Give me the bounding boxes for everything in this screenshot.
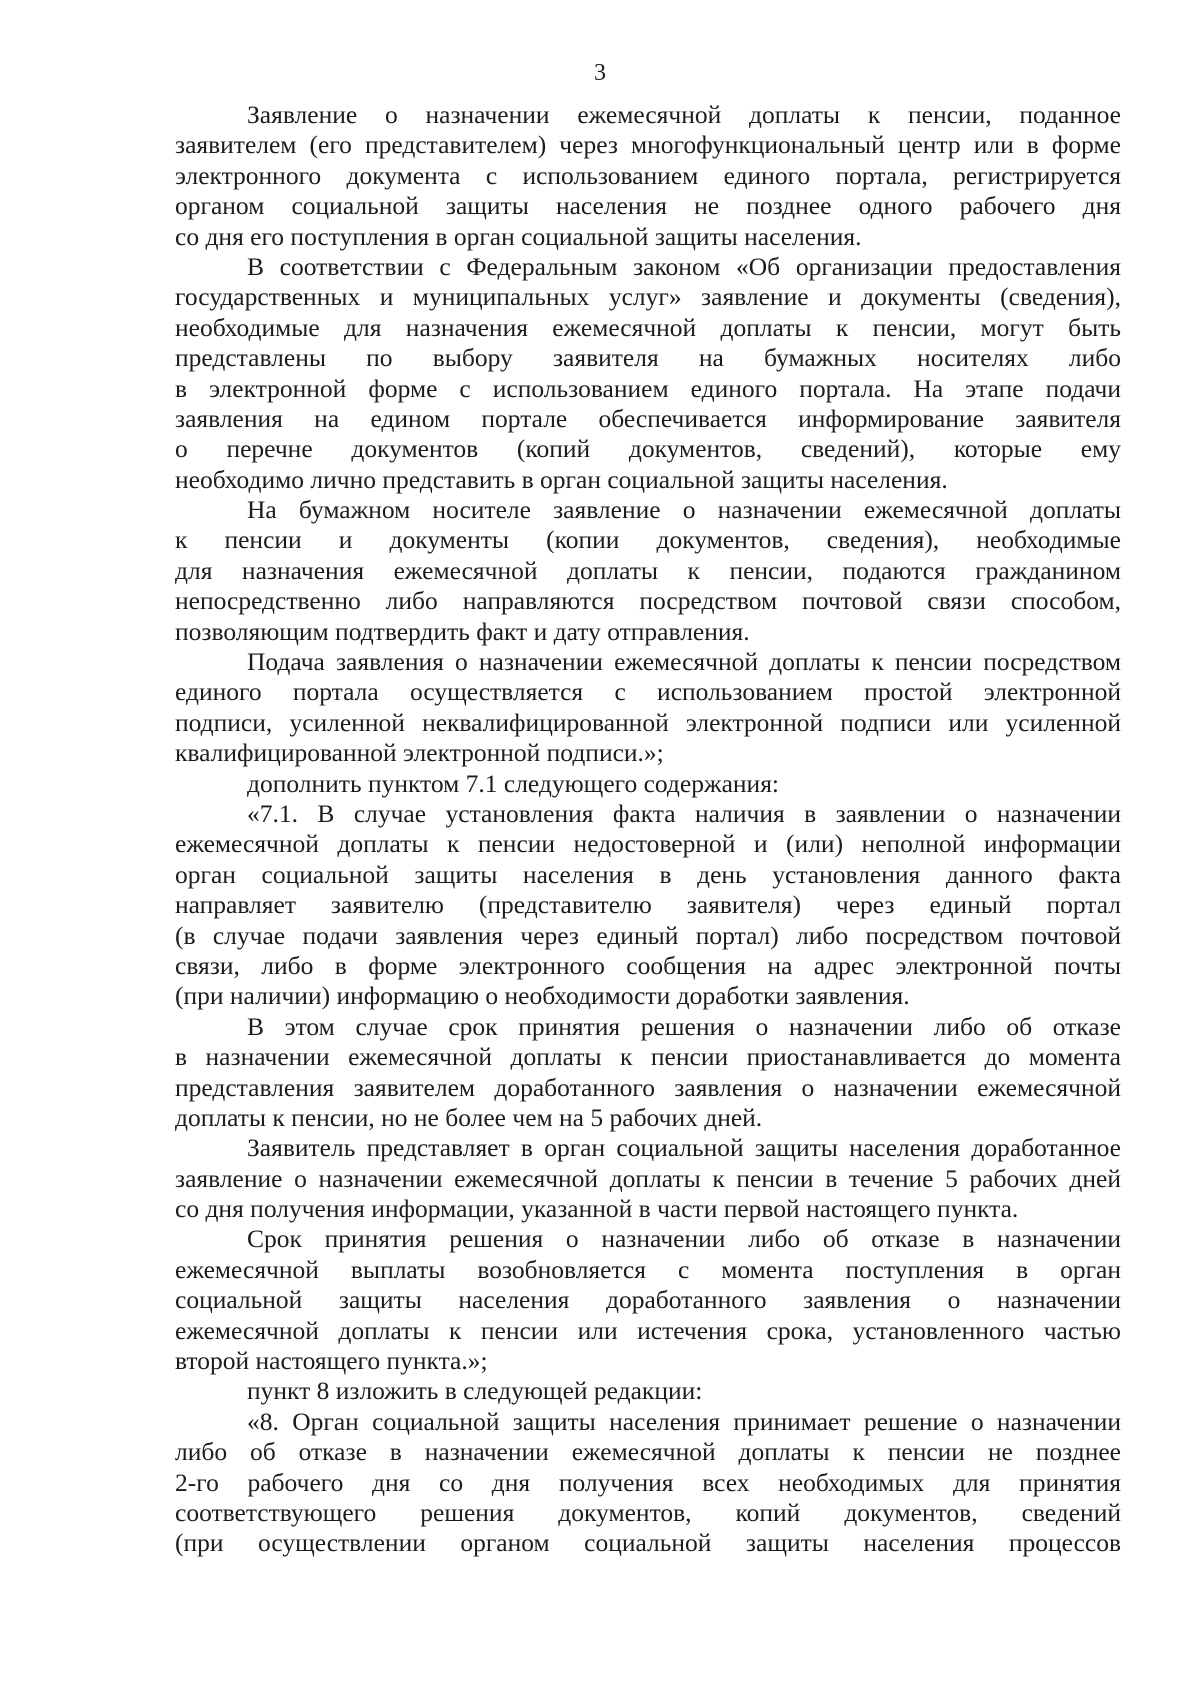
text-line: подписи, усиленной неквалифицированной электронной подписи или усиленной xyxy=(175,707,1121,737)
text-line: В соответствии с Федеральным законом «Об организации предоставления xyxy=(247,251,1121,281)
text-line: заявителем (его представителем) через многофункциональный центр или в форме xyxy=(175,130,1121,160)
text-line: доплаты к пенсии, но не более чем на 5 рабочих дней. xyxy=(175,1102,763,1132)
text-line: В этом случае срок принятия решения о назначении либо об отказе xyxy=(247,1011,1121,1041)
text-line: ежемесячной выплаты возобновляется с момента поступления в орган xyxy=(175,1254,1121,1284)
text-line: Заявитель представляет в орган социальной защиты населения доработанное xyxy=(247,1133,1121,1163)
text-line: заявление о назначении ежемесячной доплаты к пенсии в течение 5 рабочих дней xyxy=(175,1163,1121,1193)
text-line: «8. Орган социальной защиты населения принимает решение о назначении xyxy=(247,1406,1121,1436)
text-line: На бумажном носителе заявление о назначении ежемесячной доплаты xyxy=(247,495,1121,525)
text-line: (при осуществлении органом социальной защиты населения процессов xyxy=(175,1528,1121,1558)
text-line: ежемесячной доплаты к пенсии или истечения срока, установленного частью xyxy=(175,1315,1121,1345)
text-line: к пенсии и документы (копии документов, сведения), необходимые xyxy=(175,525,1121,555)
text-line: необходимо лично представить в орган социальной защиты населения. xyxy=(175,464,948,494)
page-number: 3 xyxy=(594,60,606,86)
text-line: со дня его поступления в орган социальной защиты населения. xyxy=(175,221,862,251)
text-line: соответствующего решения документов, копий документов, сведений xyxy=(175,1497,1121,1527)
text-line: представлены по выбору заявителя на бумажных носителях либо xyxy=(175,343,1121,373)
text-line: Заявление о назначении ежемесячной доплаты к пенсии, поданное xyxy=(247,100,1121,129)
text-line: электронного документа с использованием единого портала, регистрируется xyxy=(175,160,1121,190)
text-line: непосредственно либо направляются посредством почтовой связи способом, xyxy=(175,586,1121,616)
text-line: Срок принятия решения о назначении либо об отказе в назначении xyxy=(247,1224,1121,1254)
text-line: ежемесячной доплаты к пенсии недостоверной и (или) неполной информации xyxy=(175,829,1121,859)
text-line: (в случае подачи заявления через единый портал) либо посредством почтовой xyxy=(175,920,1121,950)
text-line: (при наличии) информацию о необходимости доработки заявления. xyxy=(175,981,910,1011)
text-line: квалифицированной электронной подписи.»; xyxy=(175,738,664,768)
text-line: 2-го рабочего дня со дня получения всех необходимых для принятия xyxy=(175,1467,1121,1497)
text-line: необходимые для назначения ежемесячной доплаты к пенсии, могут быть xyxy=(175,312,1121,342)
text-line: либо об отказе в назначении ежемесячной доплаты к пенсии не позднее xyxy=(175,1437,1121,1467)
text-line: социальной защиты населения доработанного заявления о назначении xyxy=(175,1285,1121,1315)
text-line: второй настоящего пункта.»; xyxy=(175,1346,488,1376)
text-line: для назначения ежемесячной доплаты к пенсии, подаются гражданином xyxy=(175,555,1121,585)
text-line: заявления на едином портале обеспечивается информирование заявителя xyxy=(175,403,1121,433)
text-line: позволяющим подтвердить факт и дату отправления. xyxy=(175,616,750,646)
text-line: Подача заявления о назначении ежемесячной доплаты к пенсии посредством xyxy=(247,647,1121,677)
text-line: единого портала осуществляется с использованием простой электронной xyxy=(175,677,1121,707)
text-line: в электронной форме с использованием единого портала. На этапе подачи xyxy=(175,373,1121,403)
text-line: органом социальной защиты населения не позднее одного рабочего дня xyxy=(175,191,1121,221)
text-line: со дня получения информации, указанной в части первой настоящего пункта. xyxy=(175,1194,1019,1224)
text-line: связи, либо в форме электронного сообщения на адрес электронной почты xyxy=(175,950,1121,980)
text-line: пункт 8 изложить в следующей редакции: xyxy=(247,1376,703,1406)
text-line: о перечне документов (копий документов, сведений), которые ему xyxy=(175,434,1121,464)
text-line: в назначении ежемесячной доплаты к пенсии приостанавливается до момента xyxy=(175,1042,1121,1072)
text-line: орган социальной защиты населения в день установления данного факта xyxy=(175,859,1121,889)
document-body xyxy=(175,100,1121,1559)
text-line: государственных и муниципальных услуг» заявление и документы (сведения), xyxy=(175,282,1121,312)
text-line: направляет заявителю (представителю заявителя) через единый портал xyxy=(175,890,1121,920)
text-line: представления заявителем доработанного заявления о назначении ежемесячной xyxy=(175,1072,1121,1102)
text-line: «7.1. В случае установления факта наличия в заявлении о назначении xyxy=(247,798,1121,828)
text-line: дополнить пунктом 7.1 следующего содержания: xyxy=(247,768,780,798)
